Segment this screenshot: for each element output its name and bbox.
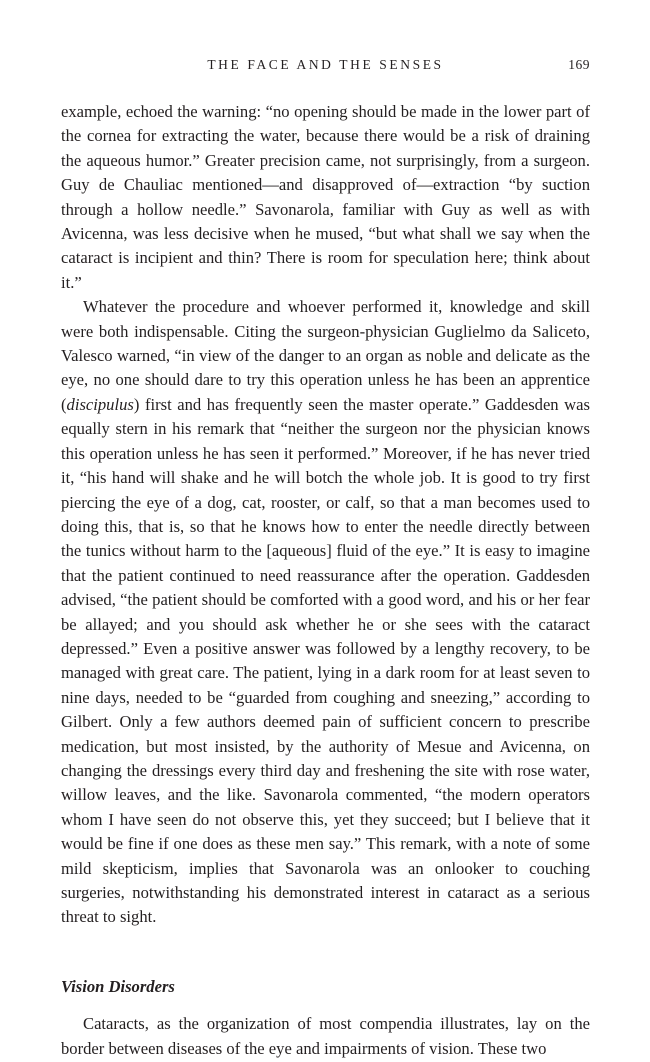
- running-head: [61, 52, 590, 78]
- italic-term: discipulus: [66, 394, 134, 414]
- page-number: 169: [568, 57, 590, 72]
- paragraph-text: Whatever the procedure and whoever performed it, knowledge and skill were both indispensable. Citing the surgeon-physician Guglielmo da Saliceto, Valesco warned, “in view of the danger to an organ as noble and delicate as the eye, no one should dare to try this operation unless he has been an apprentice (: [61, 297, 590, 414]
- body-text: [61, 100, 590, 1061]
- paragraph-text: ) first and has frequently seen the master operate.” Gaddesden was equally stern in his remark that “neither the surgeon nor the physician knows this operation unless he has seen it performed.” Moreover, if he has never tried it, “his hand will shake and he will botch the whole job. It is good to try first piercing the eye of a dog, cat, rooster, or calf, so that a man becomes used to doing this, that is, so that he knows how to enter the needle directly between the tunics without harm to the [aqueous] fluid of the eye.” It is easy to imagine that the patient continued to need reassurance after the operation. Gaddesden advised, “the patient should be comforted with a good word, and his or her fear be allayed; and you should ask whether he or she sees with the cataract depressed.” Even a positive answer was followed by a lengthy recovery, to be managed with great care. The patient, lying in a dark room for at least seven to nine days, needed to be “guarded from coughing and sneezing,” according to Gilbert. Only a few authors deemed pain of sufficient concern to prescribe medication, but most insisted, by the authority of Mesue and Avicenna, on changing the dressings every third day and freshening the site with rose water, willow leaves, and the like. Savonarola commented, “the modern operators whom I have seen do not observe this, yet they succeed; but I believe that it would be fine if one does as these men say.” This remark, with a note of some mild skepticism, implies that Savonarola was an onlooker to couching surgeries, notwithstanding his demonstrated interest in cataract as a serious threat to sight.: [61, 394, 590, 927]
- paragraph-cataracts: [61, 1012, 590, 1061]
- section-heading: Vision Disorders: [61, 976, 175, 996]
- paragraph-continuation: [61, 100, 590, 295]
- book-page: [61, 52, 590, 1061]
- paragraph-text: Cataracts, as the organization of most compendia illustrates, lay on the border between diseases of the eye and impairments of vision. These two: [61, 1014, 590, 1058]
- paragraph-procedure: [61, 295, 590, 930]
- paragraph-text: example, echoed the warning: “no opening should be made in the lower part of the cornea for extracting the water, because there would be a risk of draining the aqueous humor.” Greater precision came, not surprisingly, from a surgeon. Guy de Chauliac mentioned—and disapproved of—extraction “by suction through a hollow needle.” Savonarola, familiar with Guy as well as with Avicenna, was less decisive when he mused, “but what shall we say when the cataract is incipient and thin? There is room for speculation here; think about it.”: [61, 102, 590, 292]
- running-head-title: THE FACE AND THE SENSES: [207, 57, 444, 72]
